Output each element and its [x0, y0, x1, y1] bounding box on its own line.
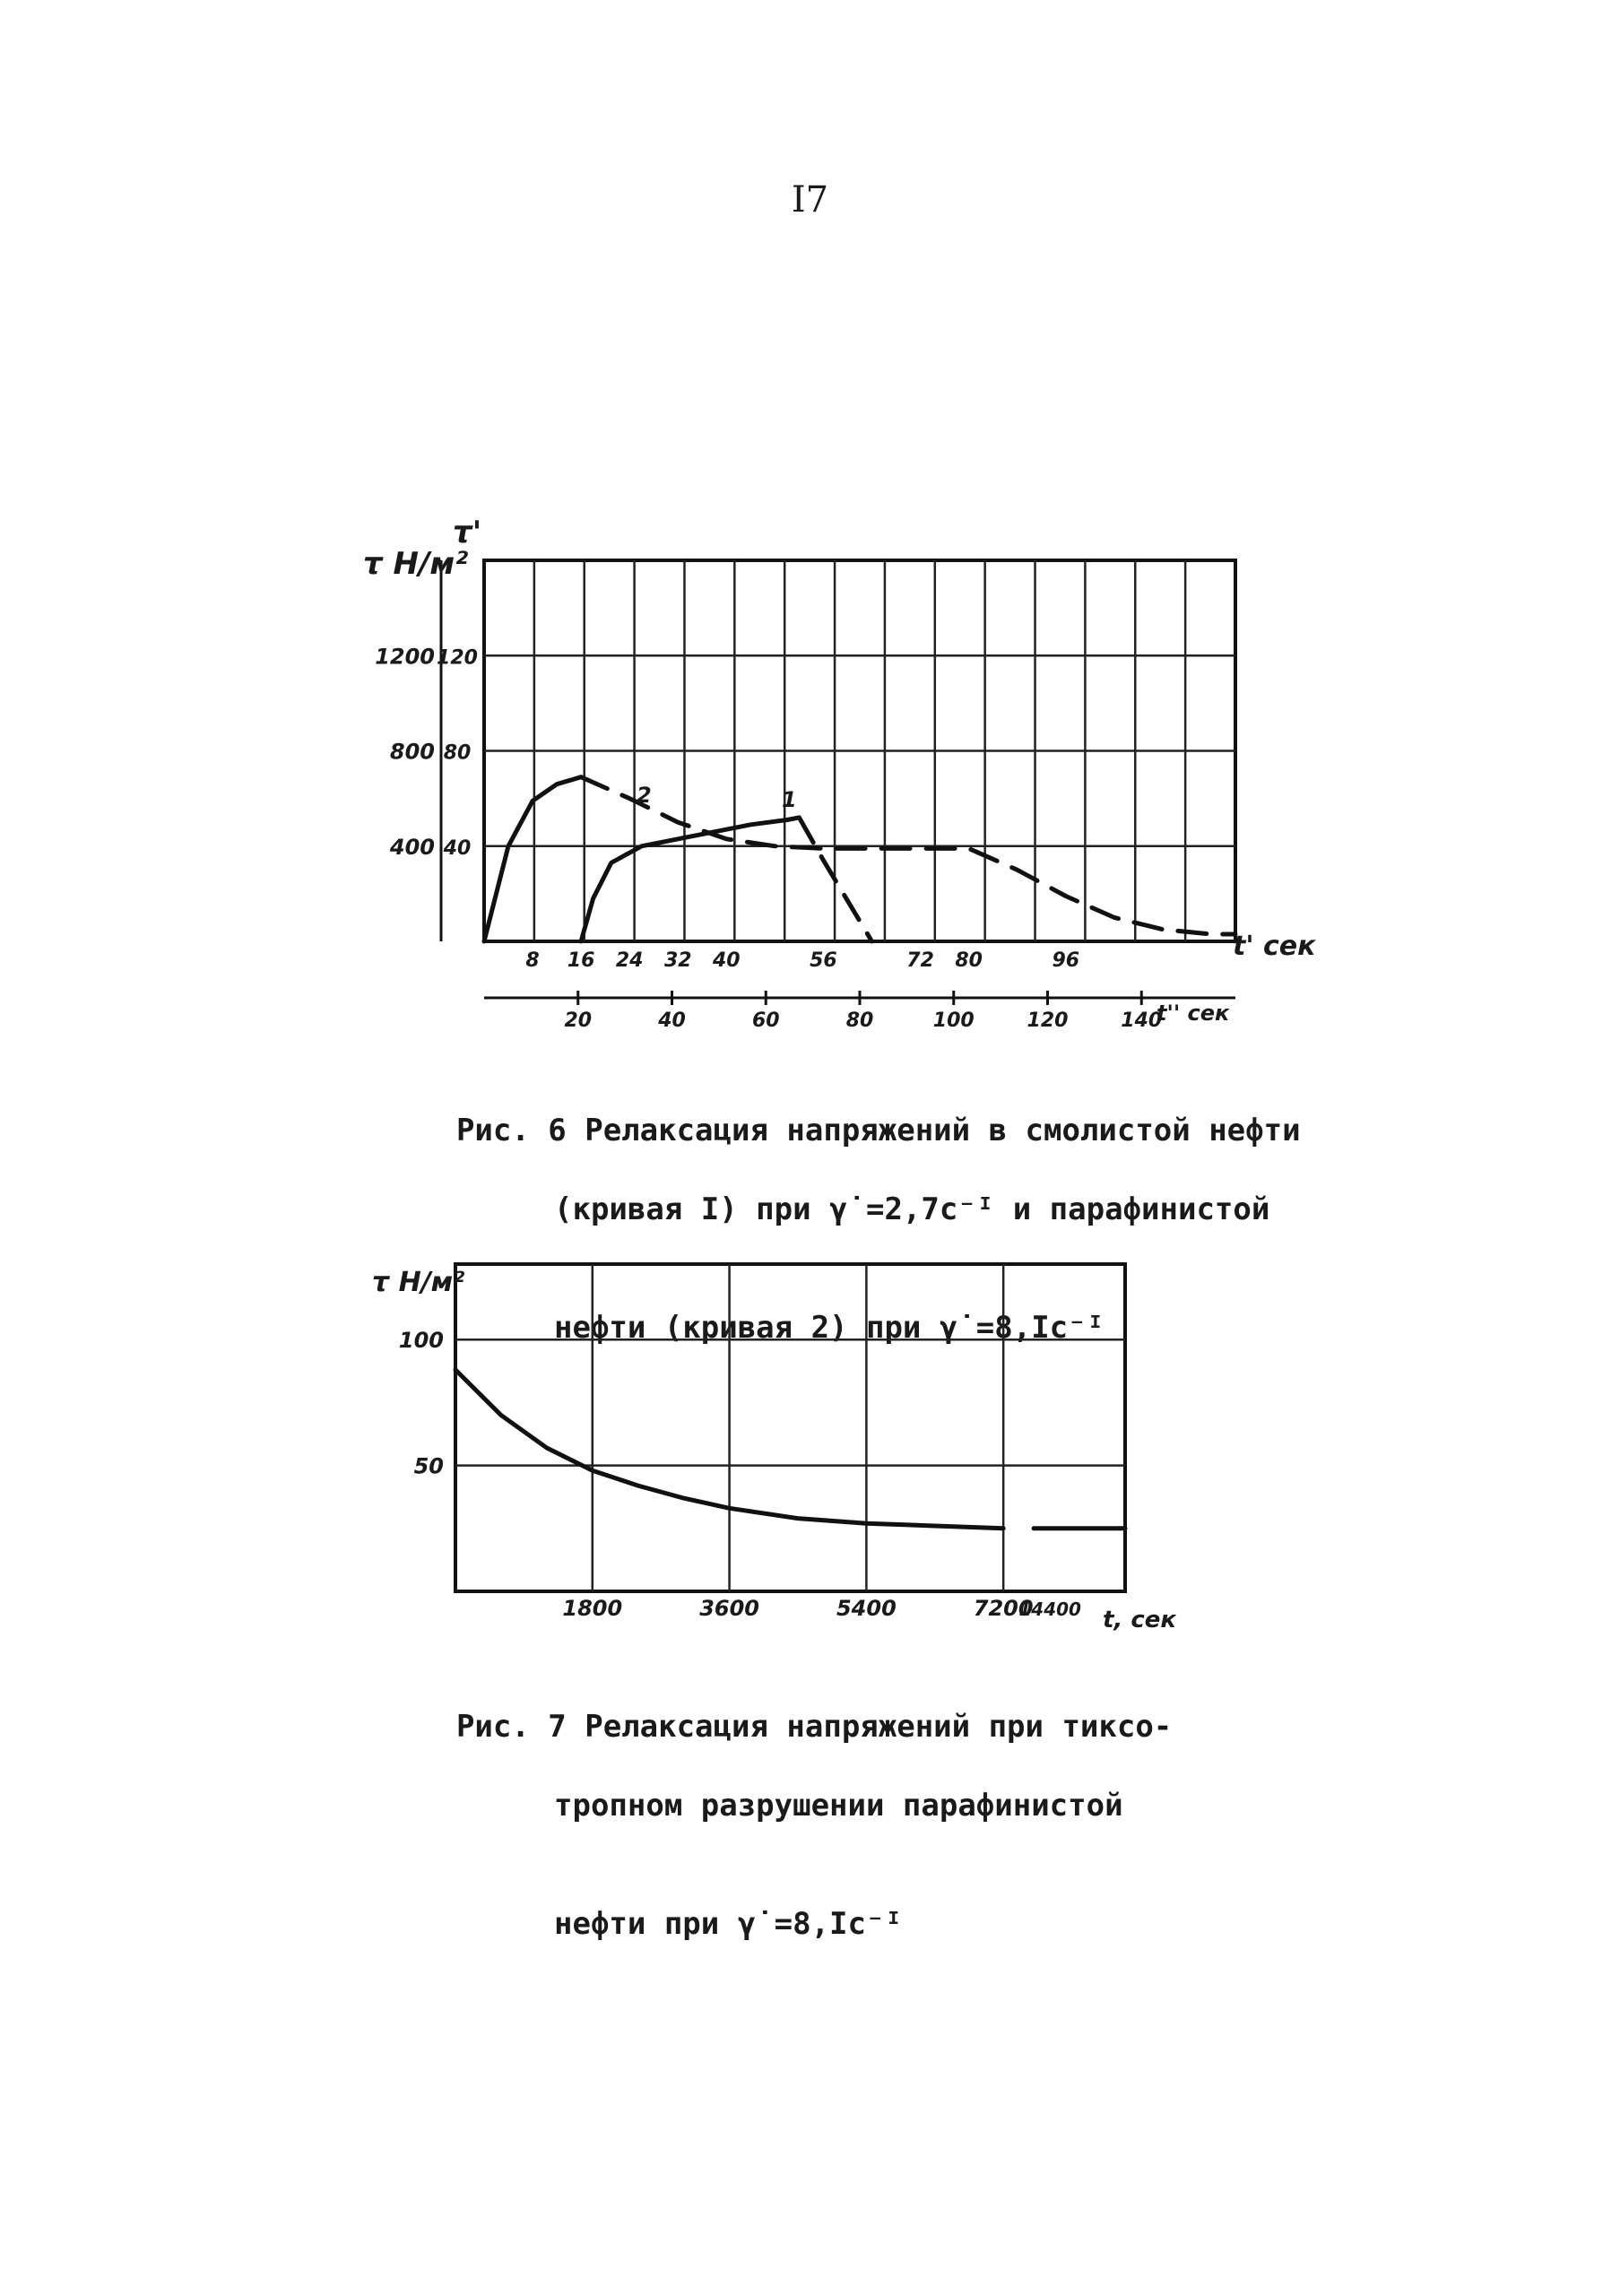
figure-7-caption-line1: Рис. 7 Релаксация напряжений при тиксо- — [455, 1709, 1173, 1745]
figure-6-x2-tick-label: 80 — [845, 1009, 874, 1032]
figure-6-y2-tick-label: 80 — [443, 741, 472, 765]
figure-7-chart — [0, 1246, 1620, 1641]
curve-label-1: 1 — [782, 787, 797, 812]
figure-6-caption-line2: (кривая I) при γ̇ =2,7с⁻ᴵ и парафинистой — [554, 1191, 1270, 1227]
figure-7-ylabel: τ Н/м² — [372, 1267, 465, 1298]
figure-6-series-line-2 — [484, 777, 581, 941]
figure-7-x-tick-label: 5400 — [836, 1596, 897, 1621]
figure-6-grid — [441, 560, 1235, 998]
figure-6-x-tick-label: 80 — [955, 949, 983, 972]
figure-7-y-tick-label: 100 — [398, 1328, 444, 1354]
figure-7-x-tick-label: 7200 — [973, 1596, 1034, 1621]
figure-7-series — [455, 1370, 1125, 1529]
figure-6-x-tick-label: 32 — [663, 949, 692, 972]
figure-6-y-tick-label: 800 — [389, 739, 435, 765]
figure-7-xlabel: t, сек — [1103, 1607, 1177, 1633]
figure-6-ticks — [375, 644, 1162, 1032]
figure-6-caption-line1: Рис. 6 Релаксация напряжений в смолистой нефти — [455, 1113, 1301, 1148]
figure-6-y-tick-label: 1200 — [375, 644, 435, 670]
figure-6-x-tick-label: 40 — [713, 949, 741, 972]
figure-6-x2-tick-label: 60 — [751, 1009, 780, 1032]
figure-7-y-tick-label: 50 — [413, 1453, 444, 1479]
figure-6-y2-tick-label: 120 — [437, 646, 478, 670]
page-number: I7 — [791, 179, 829, 221]
figure-7-x-tick-label: 3600 — [699, 1596, 759, 1621]
figure-6-series — [484, 777, 1235, 941]
curve-label-2: 2 — [637, 783, 652, 808]
figure-6-x-tick-label: 56 — [810, 949, 837, 972]
figure-6-y2-tick-label: 40 — [443, 836, 472, 860]
figure-6-x2-tick-label: 120 — [1027, 1009, 1069, 1032]
figure-7-caption-line2: тропном разрушении парафинистой — [554, 1788, 1123, 1824]
figure-6-x2-tick-label: 40 — [658, 1009, 686, 1032]
figure-7-x-tick-label: 1800 — [562, 1596, 623, 1621]
figure-6-x-tick-label: 8 — [525, 949, 540, 972]
figure-6-x-tick-label: 72 — [906, 949, 934, 972]
figure-7-x-tick-label: 14400 — [1018, 1599, 1081, 1620]
figure-6-xlabel2: t'' сек — [1157, 1001, 1230, 1026]
figure-6-ylabel2: τ' — [453, 515, 482, 550]
figure-7-caption — [420, 1668, 1172, 1983]
figure-7-caption-line3: нефти при γ̇ =8,Iс⁻ᴵ — [554, 1906, 903, 1942]
figure-6-x2-tick-label: 140 — [1121, 1009, 1163, 1032]
figure-7-ticks — [399, 1328, 1081, 1621]
figure-6-xlabel: t' сек — [1233, 931, 1316, 962]
figure-6-y-tick-label: 400 — [389, 834, 435, 860]
figure-6-x2-tick-label: 100 — [932, 1009, 975, 1032]
figure-7-grid — [455, 1264, 1125, 1591]
figure-6-series-line-3 — [581, 777, 1235, 934]
figure-6-x-tick-label: 16 — [567, 949, 595, 972]
figure-6-x-tick-label: 24 — [615, 949, 644, 972]
figure-6-x-tick-label: 96 — [1052, 949, 1080, 972]
figure-6-chart — [0, 502, 1620, 1058]
figure-6-x2-tick-label: 20 — [564, 1009, 593, 1032]
figure-6-caption-line3: нефти (кривая 2) при γ̇ =8,Iс⁻ᴵ — [554, 1310, 1105, 1346]
figure-6-series-line-0 — [581, 818, 799, 941]
figure-7-plot-frame — [455, 1264, 1125, 1591]
figure-6-ylabel: τ Н/м² — [363, 546, 469, 582]
